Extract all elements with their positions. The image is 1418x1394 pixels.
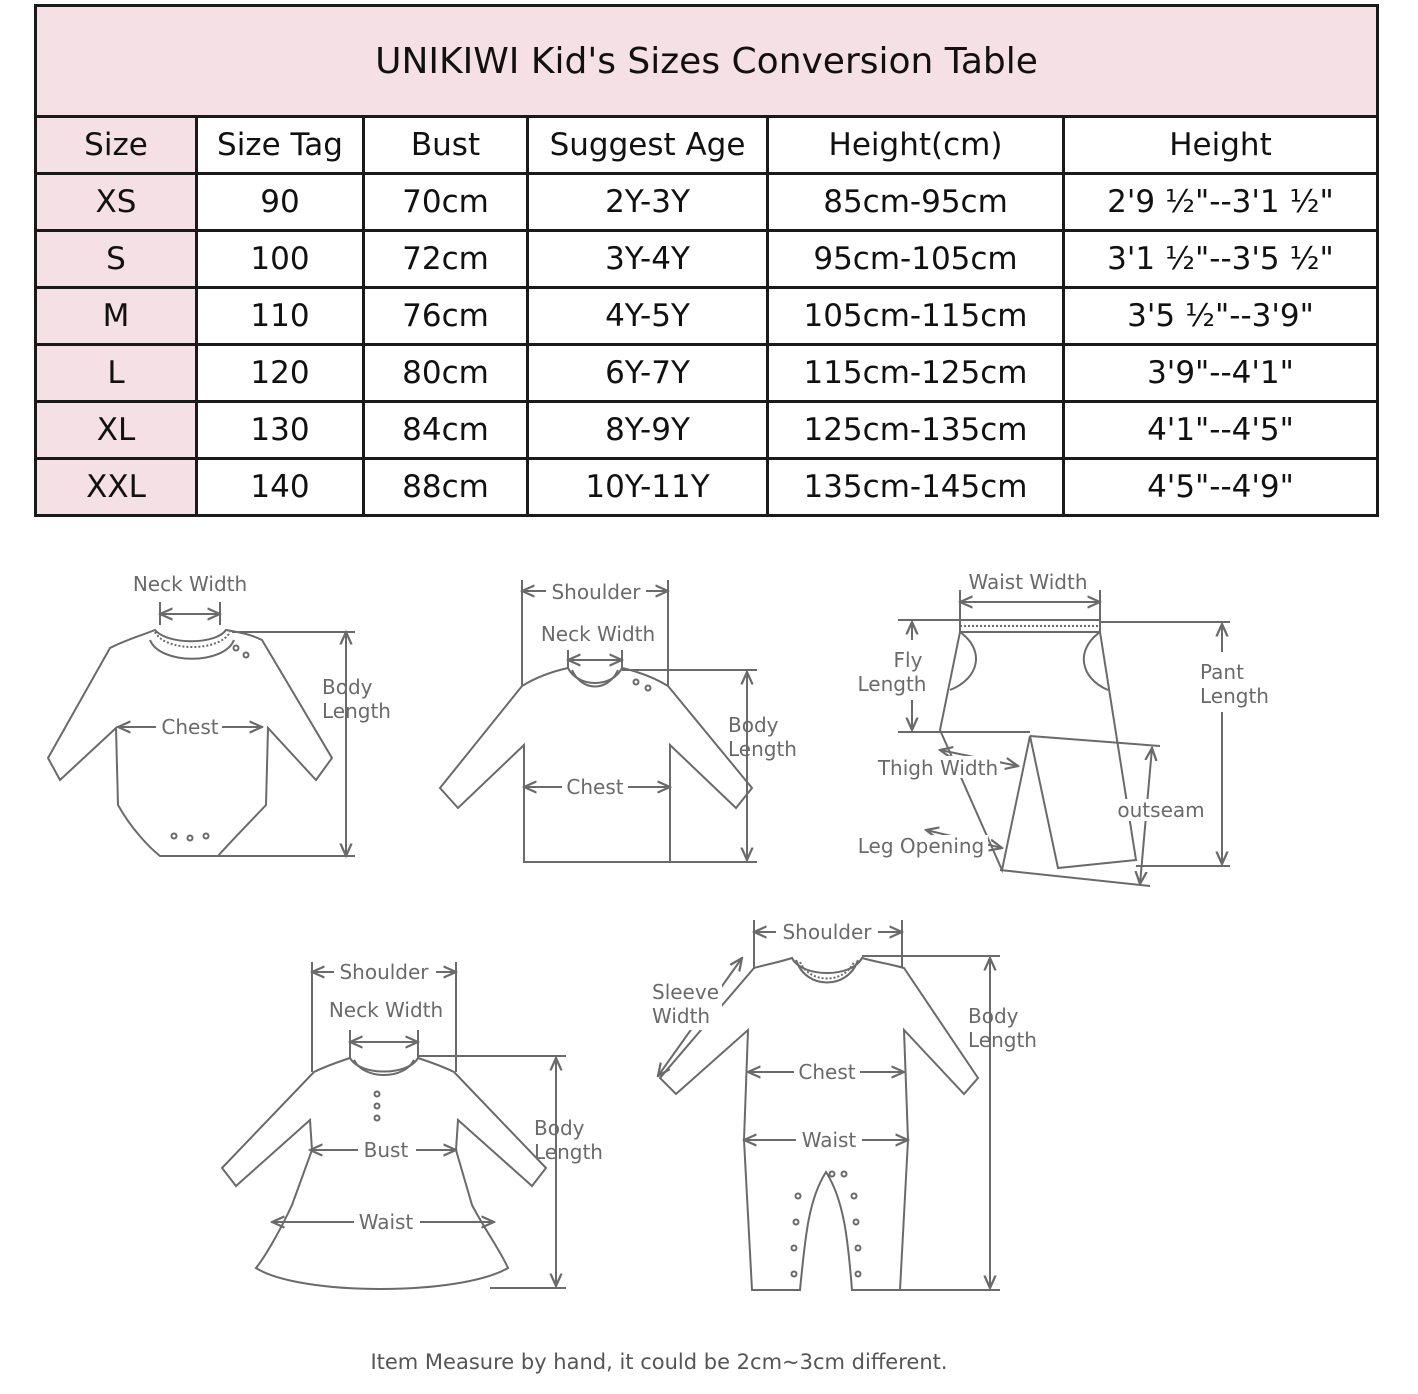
romper-diagram [658, 920, 1000, 1290]
size-tag-cell: 110 [197, 288, 364, 345]
measurement-diagrams [0, 540, 1418, 1340]
height-cm-cell: 135cm-145cm [768, 459, 1064, 516]
bust-cell: 70cm [364, 174, 528, 231]
age-cell: 10Y-11Y [528, 459, 768, 516]
pants-length-label-2: Length [1200, 684, 1269, 708]
romper-shoulder-label: Shoulder [782, 920, 872, 944]
height-imperial-cell: 3'5 ½"--3'9" [1064, 288, 1378, 345]
height-cm-cell: 95cm-105cm [768, 231, 1064, 288]
bust-cell: 80cm [364, 345, 528, 402]
table-row [36, 288, 1378, 345]
top-neck-label: Neck Width [540, 622, 656, 646]
header-size: Size [36, 117, 197, 174]
size-cell: XXL [36, 459, 197, 516]
pants-fly-label-1: Fly [893, 648, 923, 672]
bust-cell: 88cm [364, 459, 528, 516]
bust-cell: 76cm [364, 288, 528, 345]
size-tag-cell: 100 [197, 231, 364, 288]
size-cell: S [36, 231, 197, 288]
pants-fly-label-2: Length [857, 672, 927, 696]
height-imperial-cell: 3'1 ½"--3'5 ½" [1064, 231, 1378, 288]
size-cell: M [36, 288, 197, 345]
age-cell: 8Y-9Y [528, 402, 768, 459]
romper-sleeve-label-2: Width [652, 1004, 711, 1028]
header-bust: Bust [364, 117, 528, 174]
height-cm-cell: 85cm-95cm [768, 174, 1064, 231]
height-imperial-cell: 2'9 ½"--3'1 ½" [1064, 174, 1378, 231]
pants-waist-label: Waist Width [968, 570, 1088, 594]
pants-length-label-1: Pant [1200, 660, 1244, 684]
romper-waist-label: Waist [801, 1128, 857, 1152]
table-row [36, 402, 1378, 459]
height-imperial-cell: 3'9"--4'1" [1064, 345, 1378, 402]
bust-cell: 72cm [364, 231, 528, 288]
age-cell: 4Y-5Y [528, 288, 768, 345]
height-cm-cell: 125cm-135cm [768, 402, 1064, 459]
header-size-tag: Size Tag [197, 117, 364, 174]
romper-length-label-1: Body [968, 1004, 1019, 1028]
pants-outseam-label: outseam [1117, 798, 1205, 822]
size-tag-cell: 120 [197, 345, 364, 402]
dress-neck-label: Neck Width [328, 998, 444, 1022]
pants-thigh-label: Thigh Width [877, 756, 999, 780]
table-row [36, 231, 1378, 288]
table-row [36, 459, 1378, 516]
bust-cell: 84cm [364, 402, 528, 459]
table-row [36, 345, 1378, 402]
pants-leg-opening-label: Leg Opening [857, 834, 985, 858]
top-chest-label: Chest [566, 775, 624, 799]
bodysuit-length-label-2: Length [322, 699, 391, 723]
table-header-row [36, 117, 1378, 174]
dress-length-label-1: Body [534, 1116, 585, 1140]
top-length-label-2: Length [728, 737, 797, 761]
size-conversion-table [34, 4, 1379, 517]
romper-chest-label: Chest [798, 1060, 856, 1084]
romper-length-label-2: Length [968, 1028, 1037, 1052]
top-shoulder-label: Shoulder [551, 580, 641, 604]
size-tag-cell: 140 [197, 459, 364, 516]
size-cell: L [36, 345, 197, 402]
header-height-cm: Height(cm) [768, 117, 1064, 174]
top-length-label-1: Body [728, 713, 779, 737]
table-title: UNIKIWI Kid's Sizes Conversion Table [36, 6, 1378, 117]
dress-shoulder-label: Shoulder [339, 960, 429, 984]
size-cell: XL [36, 402, 197, 459]
age-cell: 2Y-3Y [528, 174, 768, 231]
measurement-note: Item Measure by hand, it could be 2cm~3cm different. [370, 1350, 948, 1374]
height-imperial-cell: 4'1"--4'5" [1064, 402, 1378, 459]
bodysuit-neck-label: Neck Width [132, 572, 248, 596]
bodysuit-collar [150, 640, 234, 659]
age-cell: 3Y-4Y [528, 231, 768, 288]
table-row [36, 174, 1378, 231]
dress-length-label-2: Length [534, 1140, 603, 1164]
header-height-imperial: Height [1064, 117, 1378, 174]
romper-sleeve-label-1: Sleeve [652, 980, 720, 1004]
bodysuit-outline [48, 630, 332, 856]
bodysuit-chest-label: Chest [161, 715, 219, 739]
dress-bust-label: Bust [363, 1138, 409, 1162]
dress-waist-label: Waist [358, 1210, 414, 1234]
top-outline [440, 668, 752, 862]
size-tag-cell: 130 [197, 402, 364, 459]
bodysuit-length-label-1: Body [322, 675, 373, 699]
age-cell: 6Y-7Y [528, 345, 768, 402]
height-cm-cell: 105cm-115cm [768, 288, 1064, 345]
dress-outline [222, 1058, 546, 1289]
header-suggest-age: Suggest Age [528, 117, 768, 174]
size-tag-cell: 90 [197, 174, 364, 231]
size-cell: XS [36, 174, 197, 231]
height-imperial-cell: 4'5"--4'9" [1064, 459, 1378, 516]
height-cm-cell: 115cm-125cm [768, 345, 1064, 402]
